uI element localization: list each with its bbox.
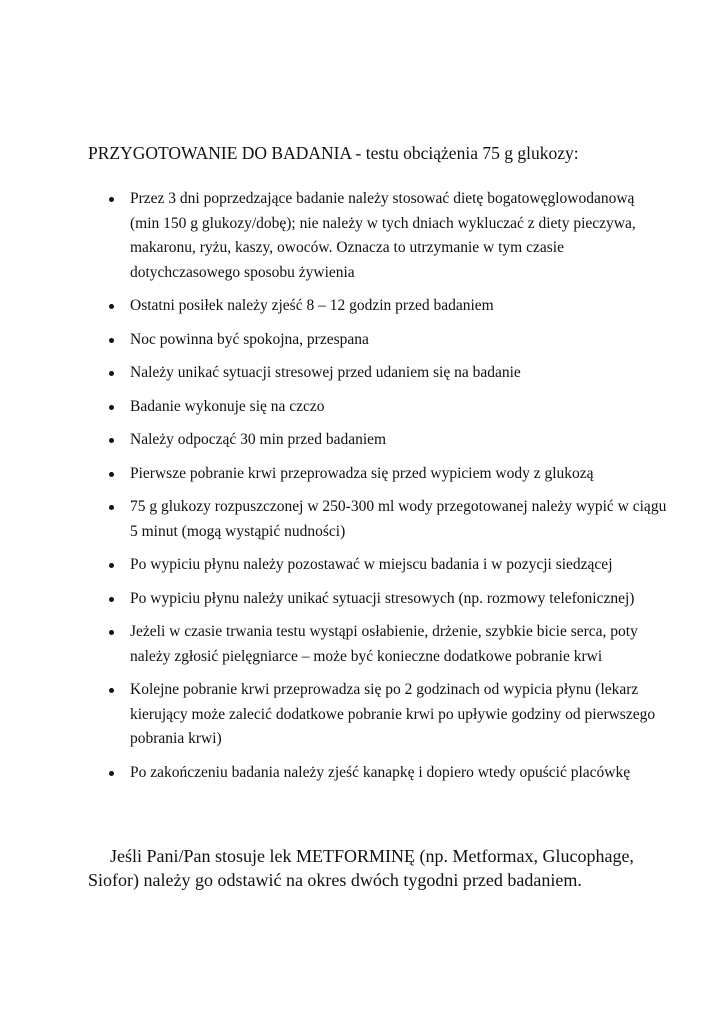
bullet-icon xyxy=(109,630,114,635)
list-item-text xyxy=(130,495,667,544)
list-item-line: dotychczasowego sposobu żywienia xyxy=(130,263,355,281)
list-item-line: makaronu, ryżu, kaszy, owoców. Oznacza to utrzymanie w tym czasie xyxy=(130,239,564,256)
bullet-icon xyxy=(109,771,114,776)
list-item xyxy=(90,553,650,578)
list-item xyxy=(90,294,650,319)
bullet-icon xyxy=(109,563,114,568)
list-item-line: Przez 3 dni poprzedzające badanie należy stosować dietę bogatowęglowodanową xyxy=(130,190,635,207)
metformin-note xyxy=(88,844,648,892)
page-title: PRZYGOTOWANIE DO BADANIA - testu obciążenia 75 g glukozy: xyxy=(88,143,579,163)
instruction-list xyxy=(90,187,667,794)
list-item xyxy=(90,328,650,353)
list-item-text xyxy=(130,761,650,786)
list-item xyxy=(90,428,650,453)
bullet-icon xyxy=(109,371,114,376)
note-line: Jeśli Pani/Pan stosuje lek METFORMINĘ (np. Metformax, Glucophage, xyxy=(110,846,634,866)
list-item xyxy=(90,620,650,669)
list-item xyxy=(90,361,650,386)
list-item-line: Po wypiciu płynu należy unikać sytuacji stresowych (np. rozmowy telefonicznej) xyxy=(130,589,635,607)
list-item-text xyxy=(130,187,650,285)
bullet-icon xyxy=(109,405,114,410)
bullet-icon xyxy=(109,472,114,477)
note-line: Siofor) należy go odstawić na okres dwóch tygodni przed badaniem. xyxy=(88,870,582,890)
list-item-line: kierujący może zalecić dodatkowe pobranie krwi po upływie godziny od pierwszego xyxy=(130,705,656,723)
list-item-text xyxy=(130,395,650,420)
list-item-line: Badanie wykonuje się na czczo xyxy=(130,397,325,415)
list-item xyxy=(90,678,656,752)
list-item-line: należy zgłosić pielęgniarce – może być konieczne dodatkowe pobranie krwi xyxy=(130,647,603,665)
list-item-line: Noc powinna być spokojna, przespana xyxy=(130,330,369,348)
bullet-icon xyxy=(109,197,114,202)
list-item-line: (min 150 g glukozy/dobę); nie należy w tych dniach wykluczać z diety pieczywa, xyxy=(130,214,636,232)
list-item-line: Pierwsze pobranie krwi przeprowadza się przed wypiciem wody z glukozą xyxy=(130,464,594,482)
list-item xyxy=(90,187,650,285)
list-item xyxy=(90,587,650,612)
list-item-text xyxy=(130,553,650,578)
list-item-line: Jeżeli w czasie trwania testu wystąpi osłabienie, drżenie, szybkie bicie serca, poty xyxy=(130,623,638,640)
list-item-line: Po wypiciu płynu należy pozostawać w miejscu badania i w pozycji siedzącej xyxy=(130,556,613,573)
bullet-icon xyxy=(109,338,114,343)
list-item-line: Ostatni posiłek należy zjeść 8 – 12 godzin przed badaniem xyxy=(130,297,494,314)
list-item-line: Po zakończeniu badania należy zjeść kanapkę i dopiero wtedy opuścić placówkę xyxy=(130,763,631,781)
list-item-text xyxy=(130,328,650,353)
list-item-text xyxy=(130,428,650,453)
list-item-text xyxy=(130,361,650,386)
bullet-icon xyxy=(109,597,114,602)
list-item xyxy=(90,495,667,544)
bullet-icon xyxy=(109,505,114,510)
bullet-icon xyxy=(109,688,114,693)
list-item-line: pobrania krwi) xyxy=(130,730,222,747)
bullet-icon xyxy=(109,304,114,309)
list-item-line: 5 minut (mogą wystąpić nudności) xyxy=(130,522,346,540)
list-item-line: Kolejne pobranie krwi przeprowadza się po 2 godzinach od wypicia płynu (lekarz xyxy=(130,681,639,698)
list-item-text xyxy=(130,462,650,487)
list-item xyxy=(90,462,650,487)
bullet-icon xyxy=(109,438,114,443)
list-item-text xyxy=(130,587,650,612)
list-item xyxy=(90,395,650,420)
list-item-line: Należy unikać sytuacji stresowej przed udaniem się na badanie xyxy=(130,364,521,381)
list-item-text xyxy=(130,678,656,752)
list-item xyxy=(90,761,650,786)
list-item-line: Należy odpocząć 30 min przed badaniem xyxy=(130,431,387,448)
list-item-line: 75 g glukozy rozpuszczonej w 250-300 ml wody przegotowanej należy wypić w ciągu xyxy=(130,498,667,515)
list-item-text xyxy=(130,620,650,669)
list-item-text xyxy=(130,294,650,319)
